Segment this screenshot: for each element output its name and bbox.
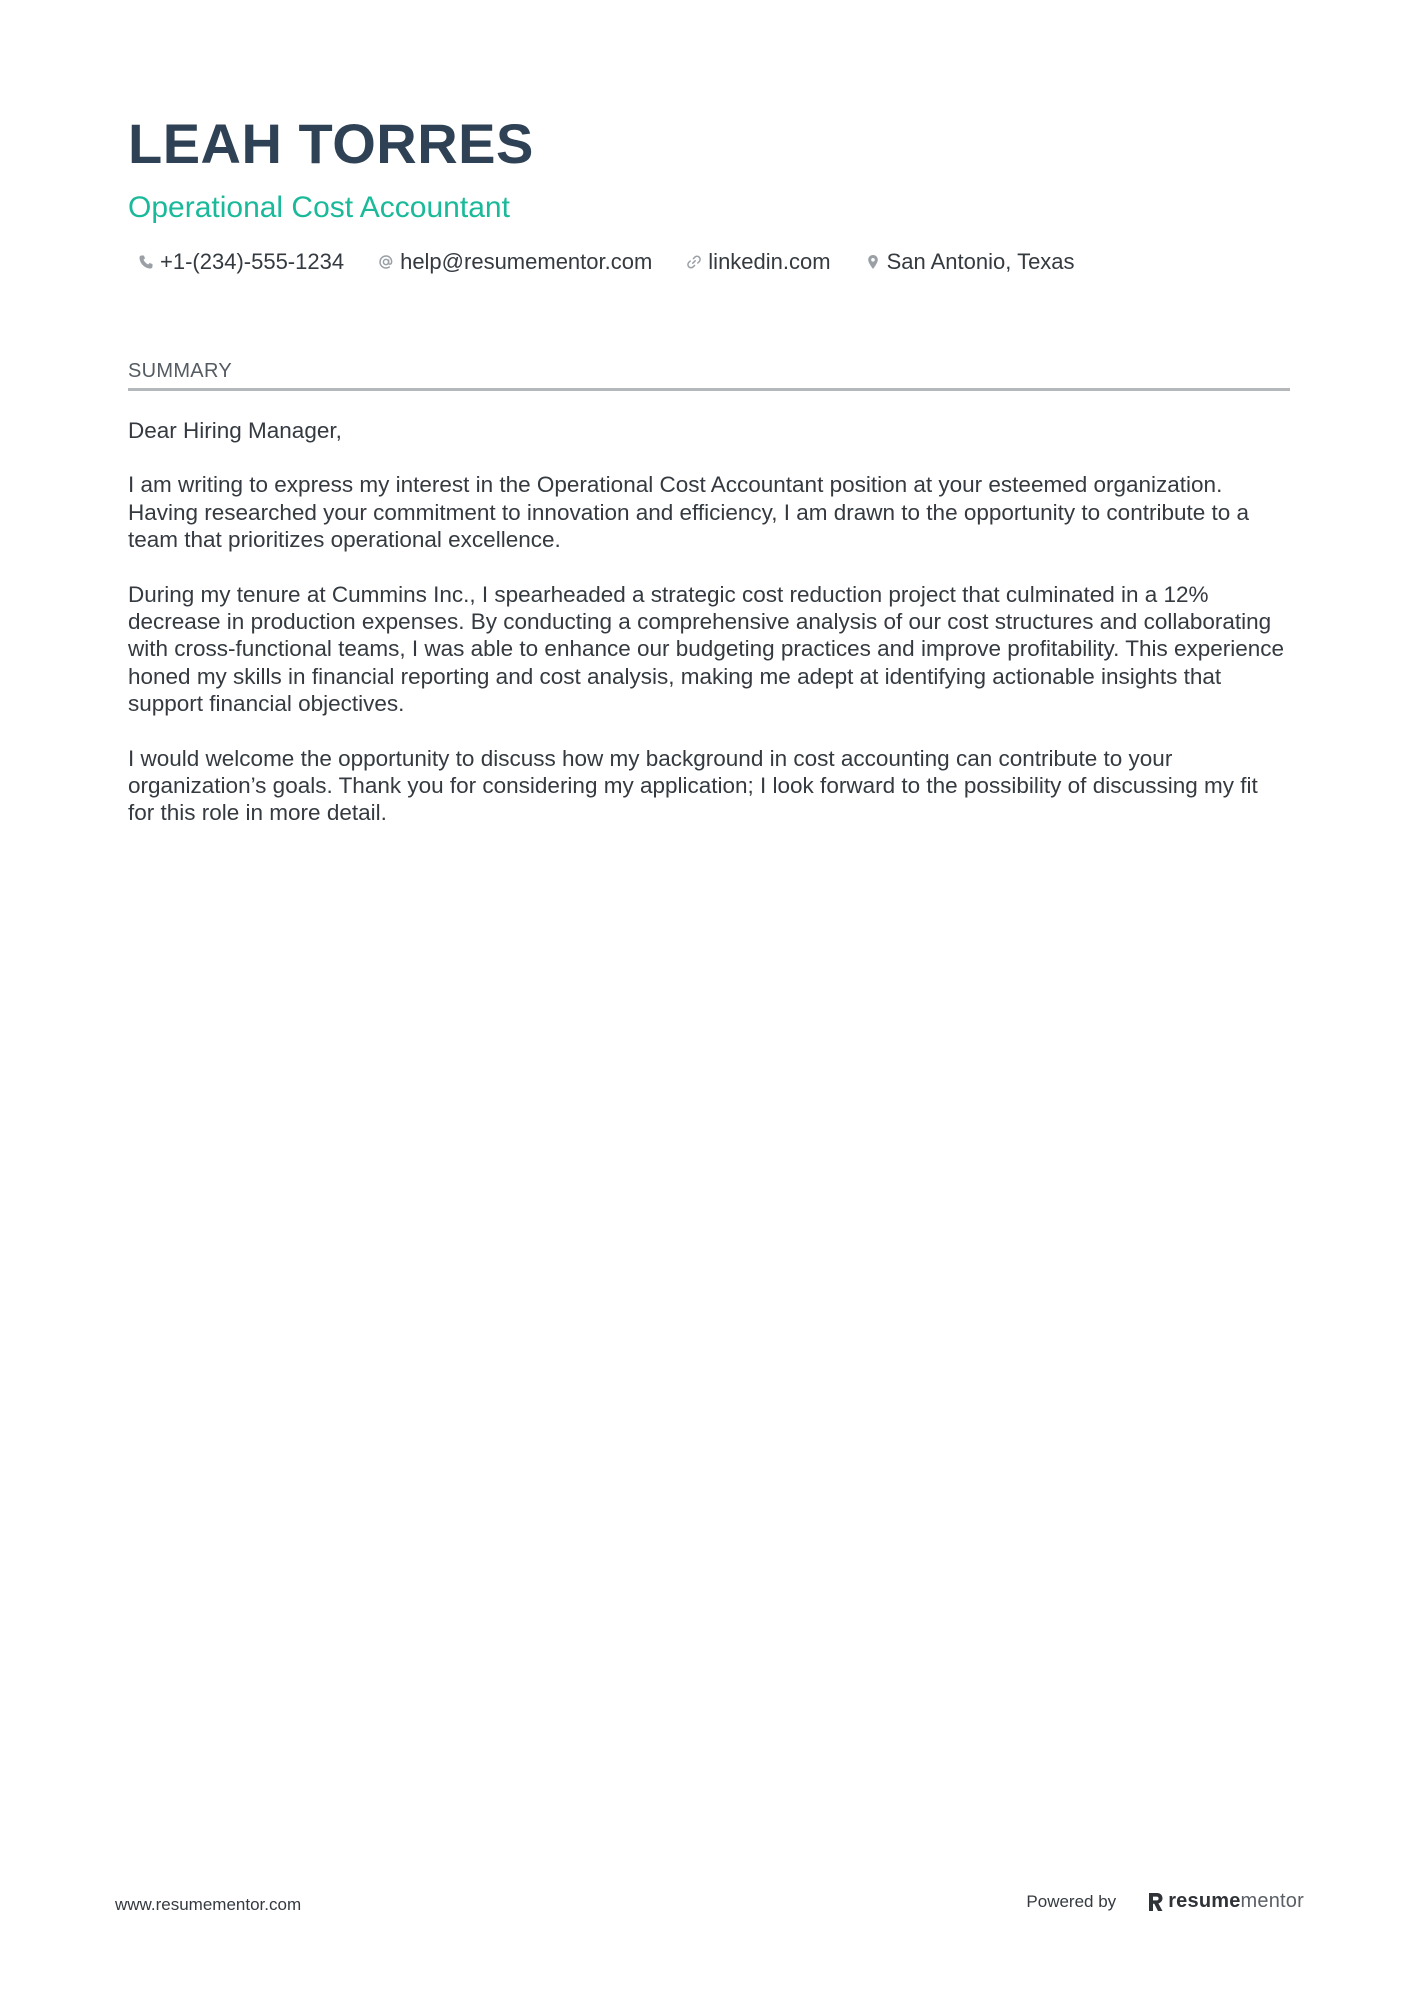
link-icon xyxy=(686,254,702,270)
at-icon xyxy=(378,254,394,270)
cover-letter-body xyxy=(128,417,1290,827)
job-title: Operational Cost Accountant xyxy=(128,191,510,224)
letter-paragraph: During my tenure at Cummins Inc., I spearheaded a strategic cost reduction project that culminated in a 12% decrease in production expenses. By conducting a comprehensive analysis of our cost structures and collaborating with cross-functional teams, I was able to enhance our budgeting practices and improve profitability. This experience honed my skills in financial reporting and cost analysis, making me adept at identifying actionable insights that support financial objectives. xyxy=(128,581,1285,717)
section-heading: SUMMARY xyxy=(128,358,1290,391)
letter-paragraph: I am writing to express my interest in the Operational Cost Accountant position at your esteemed organization. Having researched your commitment to innovation and efficiency, I am drawn to the opportunity to contribute to a team that prioritizes operational excellence. xyxy=(128,472,1250,553)
powered-by-label: Powered by xyxy=(1026,1891,1117,1911)
brand-name-bold: resume xyxy=(1168,1890,1241,1912)
phone-icon xyxy=(138,254,154,270)
linkedin-text: linkedin.com xyxy=(708,249,831,274)
phone-text: +1-(234)-555-1234 xyxy=(160,249,345,274)
contact-row xyxy=(128,248,1288,276)
location-text: San Antonio, Texas xyxy=(886,249,1075,274)
brand-logo[interactable] xyxy=(1146,1890,1304,1913)
salutation: Dear Hiring Manager, xyxy=(128,418,342,443)
contact-email xyxy=(370,248,652,276)
contact-phone xyxy=(128,248,344,276)
email-text: help@resumementor.com xyxy=(400,249,653,274)
brand-name-light: mentor xyxy=(1240,1890,1304,1912)
header xyxy=(128,112,1288,276)
footer-website[interactable]: www.resumementor.com xyxy=(115,1895,302,1914)
candidate-name: LEAH TORRES xyxy=(128,112,534,175)
resumementor-logo-icon xyxy=(1146,1892,1164,1912)
summary-section xyxy=(128,358,1290,854)
location-pin-icon xyxy=(865,254,881,270)
footer-branding xyxy=(1026,1890,1304,1913)
letter-paragraph: I would welcome the opportunity to discuss how my background in cost accounting can contribute to your organization’s goals. Thank you for considering my application; I look forward to the possibility of discussing my fit for this role in more detail. xyxy=(128,745,1258,826)
contact-location xyxy=(857,248,1075,276)
contact-linkedin xyxy=(678,248,830,276)
